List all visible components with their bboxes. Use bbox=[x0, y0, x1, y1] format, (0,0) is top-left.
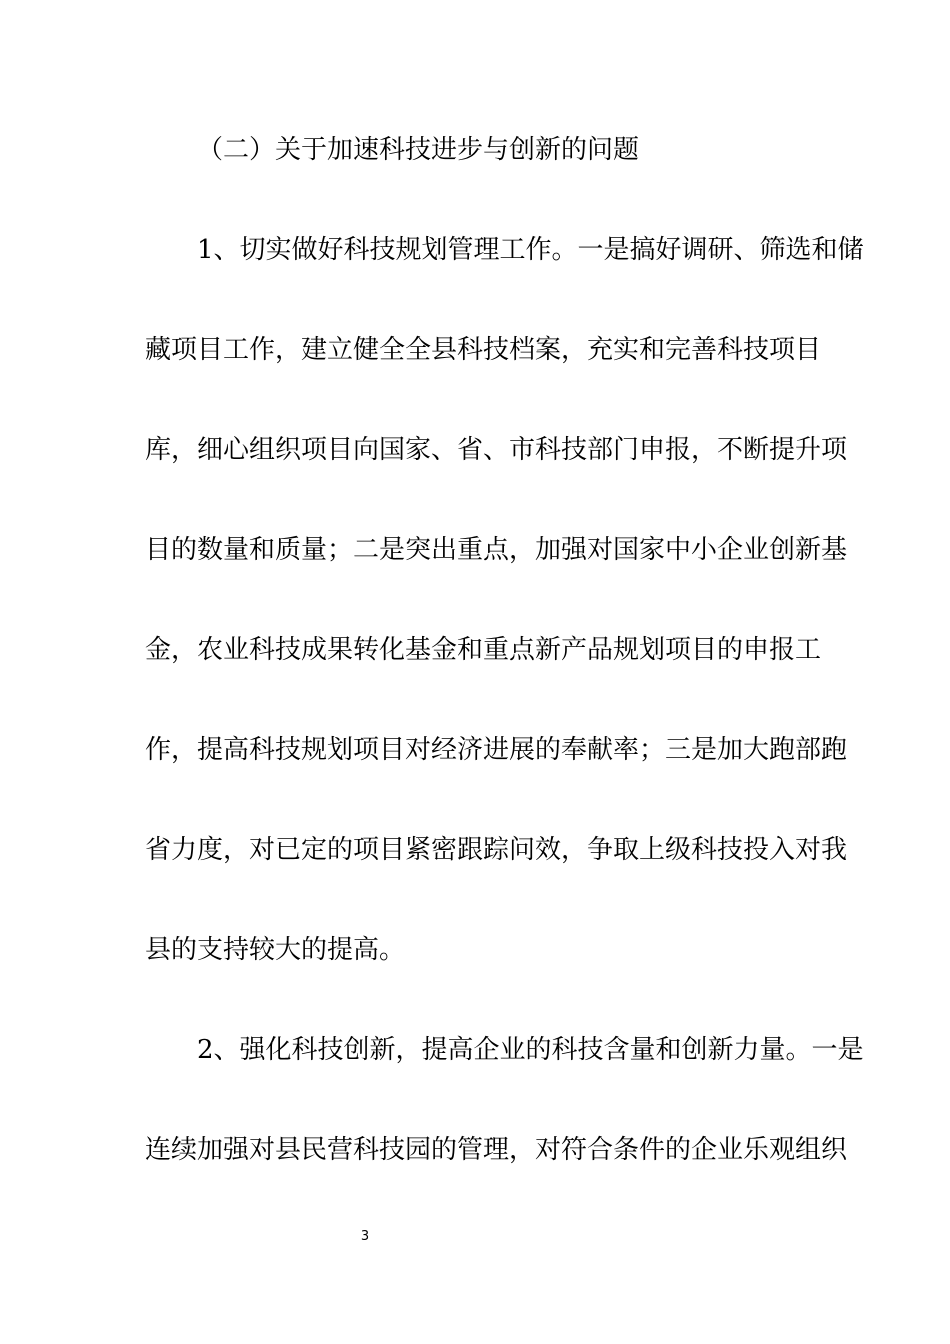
paragraph-1-line-5: 金，农业科技成果转化基金和重点新产品规划项目的申报工 bbox=[145, 635, 822, 665]
paragraph-1-line-3: 库，细心组织项目向国家、省、市科技部门申报，不断提升项 bbox=[145, 435, 848, 465]
paragraph-1-line-2: 藏项目工作，建立健全全县科技档案，充实和完善科技项目 bbox=[145, 335, 822, 365]
paragraph-1-line-1: 1、切实做好科技规划管理工作。一是搞好调研、筛选和储 bbox=[197, 235, 864, 265]
paragraph-1-line-8: 县的支持较大的提高。 bbox=[145, 935, 406, 965]
paragraph-1-line-4: 目的数量和质量；二是突出重点，加强对国家中小企业创新基 bbox=[145, 535, 848, 565]
paragraph-2-line-1: 2、强化科技创新，提高企业的科技含量和创新力量。一是 bbox=[197, 1035, 864, 1065]
paragraph-1-line-6: 作，提高科技规划项目对经济进展的奉献率；三是加大跑部跑 bbox=[145, 735, 848, 765]
paragraph-2-line-2: 连续加强对县民营科技园的管理，对符合条件的企业乐观组织 bbox=[145, 1135, 848, 1165]
paragraph-1-line-7: 省力度，对已定的项目紧密跟踪问效，争取上级科技投入对我 bbox=[145, 835, 848, 865]
section-heading: （二）关于加速科技进步与创新的问题 bbox=[197, 135, 640, 165]
page-number: 3 bbox=[360, 1229, 370, 1244]
